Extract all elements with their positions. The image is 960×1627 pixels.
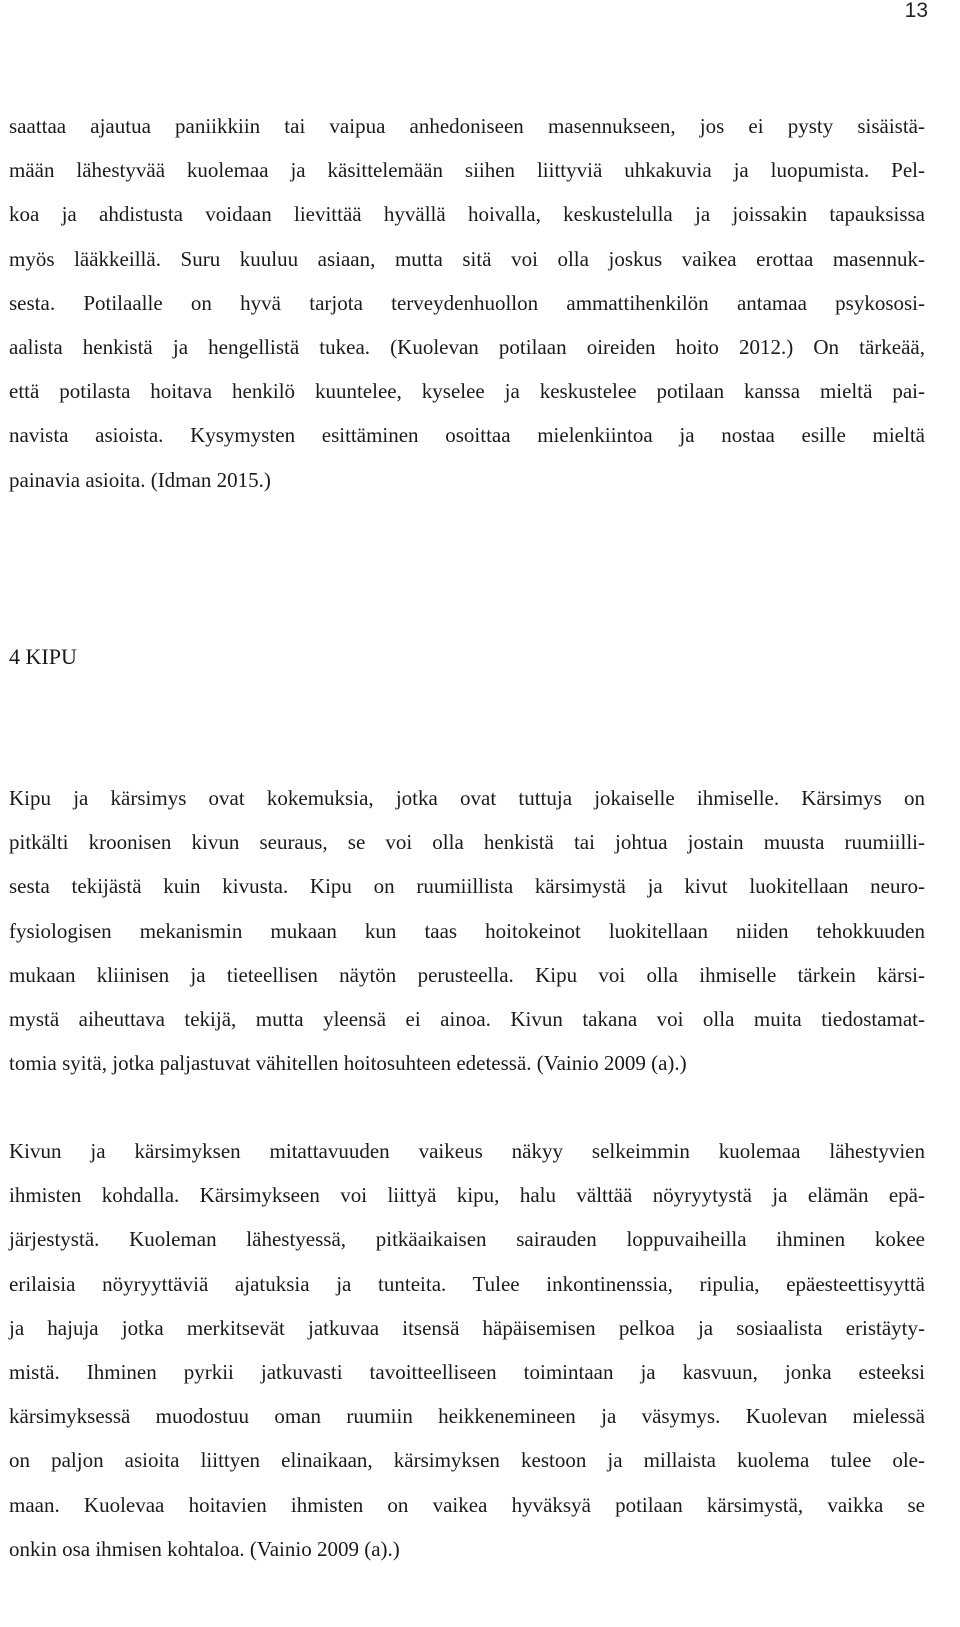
text-line: mään lähestyvää kuolemaa ja käsittelemään siihen liittyviä uhkakuvia ja luopumista. Pel- bbox=[9, 158, 925, 183]
text-line: sesta. Potilaalle on hyvä tarjota terveydenhuollon ammattihenkilön antamaa psykososi- bbox=[9, 290, 925, 315]
text-line: Kipu ja kärsimys ovat kokemuksia, jotka ovat tuttuja jokaiselle ihmiselle. Kärsimys on bbox=[9, 786, 925, 810]
text-line: että potilasta hoitava henkilö kuuntelee, kyselee ja keskustelee potilaan kanssa mieltä pai- bbox=[9, 379, 925, 404]
text-line: ja hajuja jotka merkitsevät jatkuvaa itsensä häpäisemisen pelkoa ja sosiaalista eristäyty- bbox=[9, 1315, 925, 1340]
section-heading: 4 KIPU bbox=[9, 644, 77, 669]
paragraph-2 bbox=[9, 776, 925, 1085]
text-line: järjestystä. Kuoleman lähestyessä, pitkäaikaisen sairauden loppuvaiheilla ihminen kokee bbox=[9, 1227, 925, 1252]
text-line: mistä. Ihminen pyrkii jatkuvasti tavoitteelliseen toimintaan ja kasvuun, jonka esteeksi bbox=[9, 1360, 925, 1385]
paragraph-3 bbox=[9, 1129, 925, 1571]
text-line: painavia asioita. (Idman 2015.) bbox=[9, 467, 271, 492]
text-line: pitkälti kroonisen kivun seuraus, se voi olla henkistä tai johtua jostain muusta ruumiilli- bbox=[9, 830, 925, 855]
text-line: tomia syitä, jotka paljastuvat vähitellen hoitosuhteen edetessä. (Vainio 2009 (a).) bbox=[9, 1051, 687, 1076]
body-paragraph bbox=[9, 1129, 925, 1571]
body-paragraph bbox=[9, 776, 925, 1085]
text-line: sesta tekijästä kuin kivusta. Kipu on ruumiillista kärsimystä ja kivut luokitellaan neuro- bbox=[9, 874, 925, 899]
text-line: navista asioista. Kysymysten esittäminen osoittaa mielenkiintoa ja nostaa esille mieltä bbox=[9, 423, 925, 448]
text-line: saattaa ajautua paniikkiin tai vaipua anhedoniseen masennukseen, jos ei pysty sisäistä- bbox=[9, 114, 925, 138]
text-line: mukaan kliinisen ja tieteellisen näytön perusteella. Kipu voi olla ihmiselle tärkein kärsi- bbox=[9, 962, 925, 987]
text-line: on paljon asioita liittyen elinaikaan, kärsimyksen kestoon ja millaista kuolema tulee ole- bbox=[9, 1448, 925, 1473]
text-line: fysiologisen mekanismin mukaan kun taas hoitokeinot luokitellaan niiden tehokkuuden bbox=[9, 918, 925, 943]
text-line: onkin osa ihmisen kohtaloa. (Vainio 2009 (a).) bbox=[9, 1536, 400, 1561]
page-number: 13 bbox=[904, 0, 928, 22]
text-line: ihmisten kohdalla. Kärsimykseen voi liittyä kipu, halu välttää nöyryytystä ja elämän epä- bbox=[9, 1183, 925, 1208]
text-line: koa ja ahdistusta voidaan lievittää hyvällä hoivalla, keskustelulla ja joissakin tapauksissa bbox=[9, 202, 925, 227]
text-line: maan. Kuolevaa hoitavien ihmisten on vaikea hyväksyä potilaan kärsimystä, vaikka se bbox=[9, 1492, 925, 1517]
text-line: kärsimyksessä muodostuu oman ruumiin heikkenemineen ja väsymys. Kuolevan mielessä bbox=[9, 1404, 925, 1429]
text-line: Kivun ja kärsimyksen mitattavuuden vaikeus näkyy selkeimmin kuolemaa lähestyvien bbox=[9, 1139, 925, 1163]
body-paragraph bbox=[9, 104, 925, 502]
text-line: aalista henkistä ja hengellistä tukea. (Kuolevan potilaan oireiden hoito 2012.) On tärkeää, bbox=[9, 335, 925, 360]
paragraph-1 bbox=[9, 104, 925, 502]
text-line: mystä aiheuttava tekijä, mutta yleensä ei ainoa. Kivun takana voi olla muita tiedostamat- bbox=[9, 1007, 925, 1032]
text-line: erilaisia nöyryyttäviä ajatuksia ja tunteita. Tulee inkontinenssia, ripulia, epäesteettisyyttä bbox=[9, 1271, 925, 1296]
text-line: myös lääkkeillä. Suru kuuluu asiaan, mutta sitä voi olla joskus vaikea erottaa masennuk- bbox=[9, 246, 925, 271]
